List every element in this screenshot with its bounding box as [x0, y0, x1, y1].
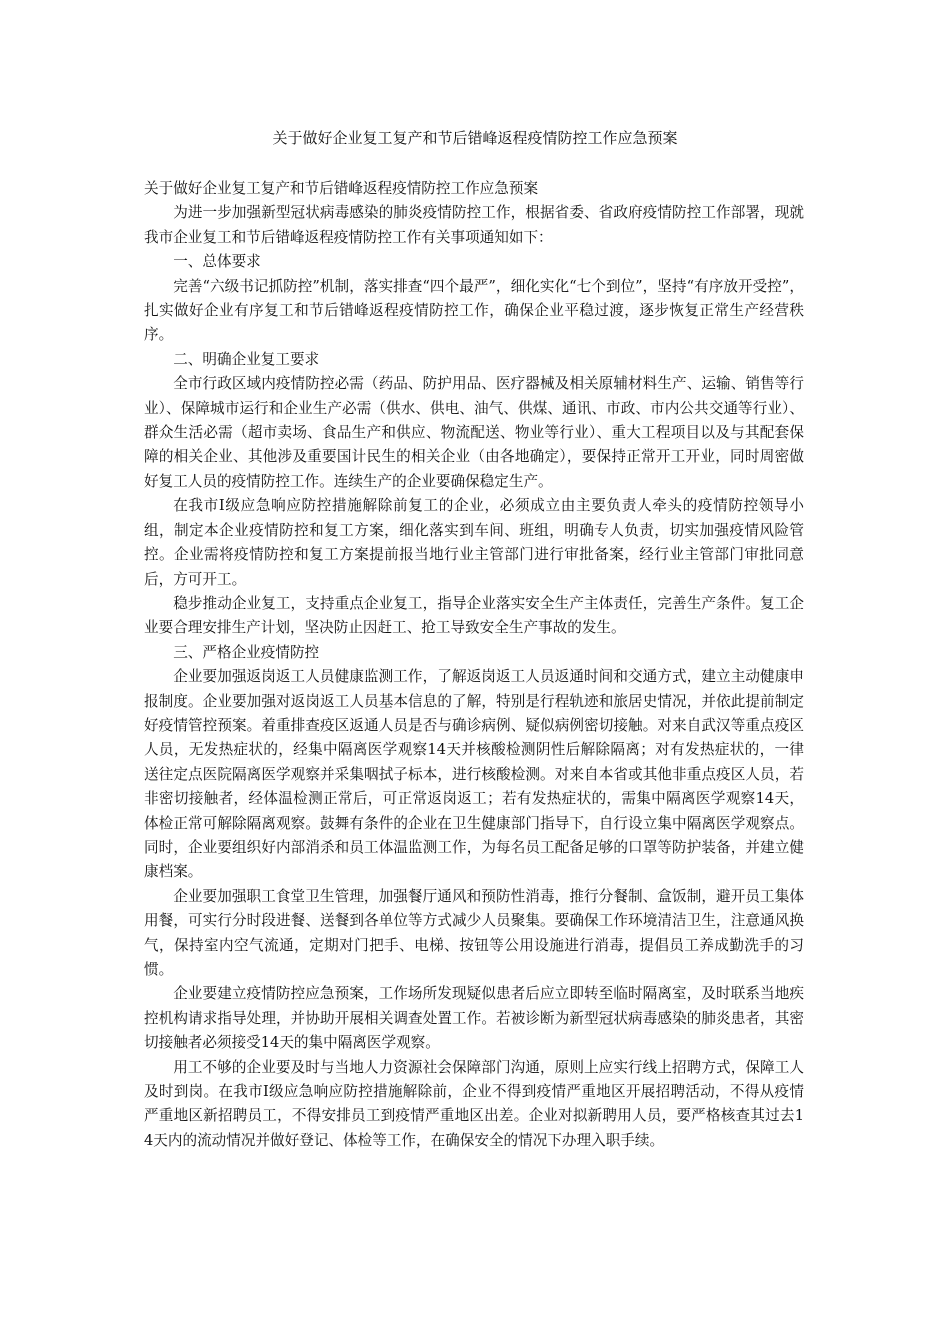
document-title: 关于做好企业复工复产和节后错峰返程疫情防控工作应急预案 [272, 129, 678, 147]
paragraph-canteen-hygiene: 企业要加强职工食堂卫生管理，加强餐厅通风和预防性消毒，推行分餐制、盒饭制，避开员工集体用餐，可实行分时段进餐、送餐到各单位等方式减少人员聚集。要确保工作环境清洁卫生，注意通风换气，保持室内空气流通，定期对门把手、电梯、按钮等公用设施进行消毒，提倡员工养成勤洗手的习惯。 [144, 887, 804, 978]
section-heading-resumption-requirements: 二、明确企业复工要求 [173, 350, 320, 368]
paragraph-steady-resumption: 稳步推动企业复工，支持重点企业复工，指导企业落实安全生产主体责任，完善生产条件。复工企业要合理安排生产计划，坚决防止因赶工、抢工导致安全生产事故的发生。 [144, 594, 804, 637]
paragraph-health-monitoring: 企业要加强返岗返工人员健康监测工作，了解返岗返工人员返通时间和交通方式，建立主动健康申报制度。企业要加强对返岗返工人员基本信息的了解，特别是行程轨迹和旅居史情况，并依此提前制定好疫情管控预案。着重排查疫区返通人员是否与确诊病例、疑似病例密切接触。对来自武汉等重点疫区人员，无发热症状的，经集中隔离医学观察14天并核酸检测阴性后解除隔离；对有发热症状的，一律送往定点医院隔离医学观察并采集咽拭子标本，进行核酸检测。对来自本省或其他非重点疫区人员，若非密切接触者，经体温检测正常后，可正常返岗返工；若有发热症状的，需集中隔离医学观察14天，体检正常可解除隔离观察。鼓舞有条件的企业在卫生健康部门指导下，自行设立集中隔离医学观察点。同时，企业要组织好内部消杀和员工体温监测工作，为每名员工配备足够的口罩等防护装备，并建立健康档案。 [144, 668, 804, 881]
paragraph-emergency-plan: 企业要建立疫情防控应急预案，工作场所发现疑似患者后应立即转至临时隔离室，及时联系当地疾控机构请求指导处理，并协助开展相关调查处置工作。若被诊断为新型冠状病毒感染的肺炎患者，其密切接触者必须接受14天的集中隔离医学观察。 [144, 985, 804, 1052]
paragraph-intro: 为进一步加强新型冠状病毒感染的肺炎疫情防控工作，根据省委、省政府疫情防控工作部署，现就我市企业复工和节后错峰返程疫情防控工作有关事项通知如下： [144, 204, 804, 246]
paragraph-leadership-group: 在我市Ⅰ级应急响应防控措施解除前复工的企业，必须成立由主要负责人牵头的疫情防控领导小组，制定本企业疫情防控和复工方案，细化落实到车间、班组，明确专人负责，切实加强疫情风险管控。企业需将疫情防控和复工方案提前报当地行业主管部门进行审批备案，经行业主管部门审批同意后，方可开工。 [144, 497, 804, 588]
section-heading-epidemic-control: 三、严格企业疫情防控 [173, 643, 320, 661]
paragraph-essential-industries: 全市行政区域内疫情防控必需（药品、防护用品、医疗器械及相关原辅材料生产、运输、销售等行业）、保障城市运行和企业生产必需（供水、供电、油气、供煤、通讯、市政、市内公共交通等行业）、群众生活必需（超市卖场、食品生产和供应、物流配送、物业等行业）、重大工程项目以及与其配套保障的相关企业、其他涉及重要国计民生的相关企业（由各地确定），要保持正常开工开业，同时周密做好复工人员的疫情防控工作。连续生产的企业要确保稳定生产。 [144, 375, 804, 490]
document-body [144, 177, 804, 1153]
paragraph-general-requirements: 完善“六级书记抓防控”机制，落实排查“四个最严”，细化实化“七个到位”，坚持“有序放开受控”，扎实做好企业有序复工和节后错峰返程疫情防控工作，确保企业平稳过渡，逐步恢复正常生产经营秩序。 [144, 277, 804, 344]
paragraph-recruitment: 用工不够的企业要及时与当地人力资源社会保障部门沟通，原则上应实行线上招聘方式，保障工人及时到岗。在我市Ⅰ级应急响应防控措施解除前，企业不得到疫情严重地区开展招聘活动，不得从疫情严重地区新招聘员工，不得安排员工到疫情严重地区出差。企业对拟新聘用人员，要严格核查其过去14天内的流动情况并做好登记、体检等工作，在确保安全的情况下办理入职手续。 [144, 1058, 804, 1149]
body-heading: 关于做好企业复工复产和节后错峰返程疫情防控工作应急预案 [144, 180, 539, 197]
section-heading-general-requirements: 一、总体要求 [173, 253, 261, 271]
